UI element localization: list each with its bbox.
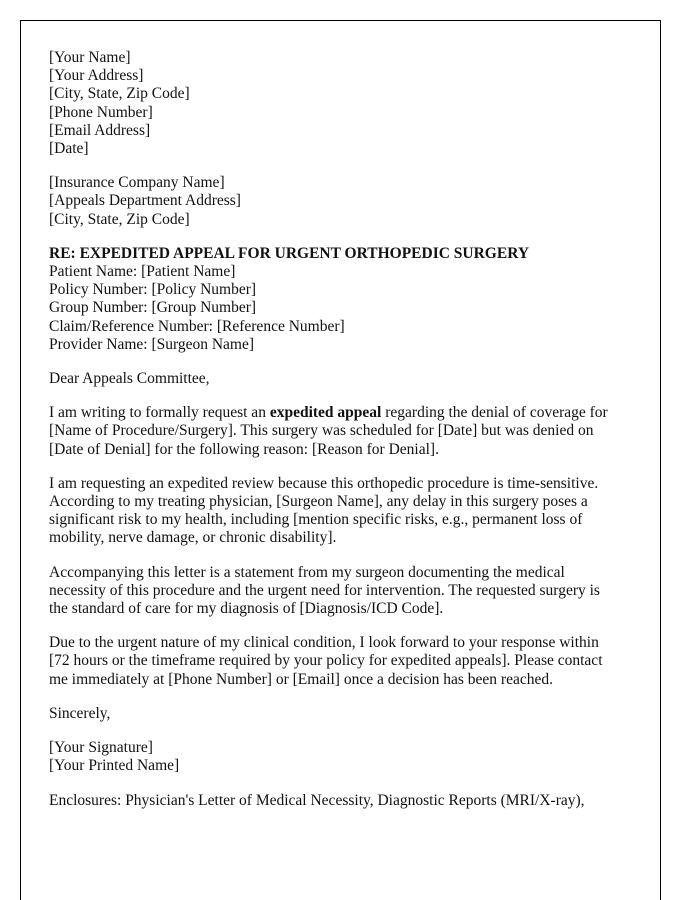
- p1-line-3: [Date of Denial] for the following reason: [Reason for Denial].: [49, 440, 439, 458]
- subject-block: [49, 245, 641, 354]
- closing-text: Sincerely,: [49, 704, 111, 722]
- sender-address: [Your Address]: [49, 67, 144, 85]
- salutation-text: Dear Appeals Committee,: [49, 370, 210, 388]
- salutation: [49, 370, 641, 388]
- p1-line-2: [Name of Procedure/Surgery]. This surgery was scheduled for [Date] but was denied on: [49, 422, 594, 440]
- policy-number-line: Policy Number: [Policy Number]: [49, 281, 257, 299]
- body-paragraph-1: [49, 404, 641, 459]
- group-number-line: Group Number: [Group Number]: [49, 299, 257, 317]
- p2-line-1: I am requesting an expedited review because this orthopedic procedure is time-sensitive.: [49, 474, 599, 492]
- signature-line: [Your Signature]: [49, 739, 153, 757]
- sender-name: [Your Name]: [49, 49, 131, 66]
- letter-content: [49, 49, 641, 826]
- p1-line-1: [49, 404, 641, 422]
- body-paragraph-3: [49, 564, 641, 619]
- recipient-block: [49, 174, 641, 229]
- signature-block: [49, 739, 641, 775]
- printed-name-line: [Your Printed Name]: [49, 757, 180, 775]
- subject-line: RE: EXPEDITED APPEAL FOR URGENT ORTHOPEDIC SURGERY: [49, 244, 530, 262]
- p4-line-2: [72 hours or the timeframe required by your policy for expedited appeals]. Please contact: [49, 652, 603, 670]
- letter-date: [Date]: [49, 140, 89, 158]
- p2-line-2: According to my treating physician, [Surgeon Name], any delay in this surgery poses a: [49, 493, 588, 511]
- closing: [49, 705, 641, 723]
- p1-bold-text: expedited appeal: [269, 404, 382, 422]
- p4-line-3: me immediately at [Phone Number] or [Email] once a decision has been reached.: [49, 670, 553, 688]
- provider-name-line: Provider Name: [Surgeon Name]: [49, 335, 255, 353]
- recipient-company: [Insurance Company Name]: [49, 174, 225, 192]
- body-paragraph-4: [49, 634, 641, 689]
- sender-block: [49, 49, 641, 158]
- p4-line-1: Due to the urgent nature of my clinical condition, I look forward to your response within: [49, 634, 599, 652]
- enclosures: [49, 792, 641, 810]
- letter-page: [20, 20, 661, 900]
- p2-line-3: significant risk to my health, including [mention specific risks, e.g., permanent loss of: [49, 511, 583, 529]
- enclosures-text: Enclosures: Physician's Letter of Medical Necessity, Diagnostic Reports (MRI/X-ray),: [49, 791, 585, 809]
- sender-city-state-zip: [City, State, Zip Code]: [49, 85, 190, 103]
- p3-line-2: necessity of this procedure and the urgent need for intervention. The requested surgery is: [49, 581, 600, 599]
- sender-email: [Email Address]: [49, 121, 151, 139]
- recipient-city-state-zip: [City, State, Zip Code]: [49, 210, 190, 228]
- p1-line-1-post: regarding the denial of coverage for: [381, 404, 608, 422]
- patient-name-line: Patient Name: [Patient Name]: [49, 263, 236, 281]
- sender-phone: [Phone Number]: [49, 103, 153, 121]
- p3-line-1: Accompanying this letter is a statement from my surgeon documenting the medical: [49, 563, 565, 581]
- p2-line-4: mobility, nerve damage, or chronic disability].: [49, 529, 337, 547]
- body-paragraph-2: [49, 475, 641, 548]
- p1-line-1-pre: I am writing to formally request an: [49, 404, 270, 422]
- claim-number-line: Claim/Reference Number: [Reference Number]: [49, 317, 345, 335]
- p3-line-3: the standard of care for my diagnosis of [Diagnosis/ICD Code].: [49, 600, 444, 618]
- recipient-address: [Appeals Department Address]: [49, 192, 241, 210]
